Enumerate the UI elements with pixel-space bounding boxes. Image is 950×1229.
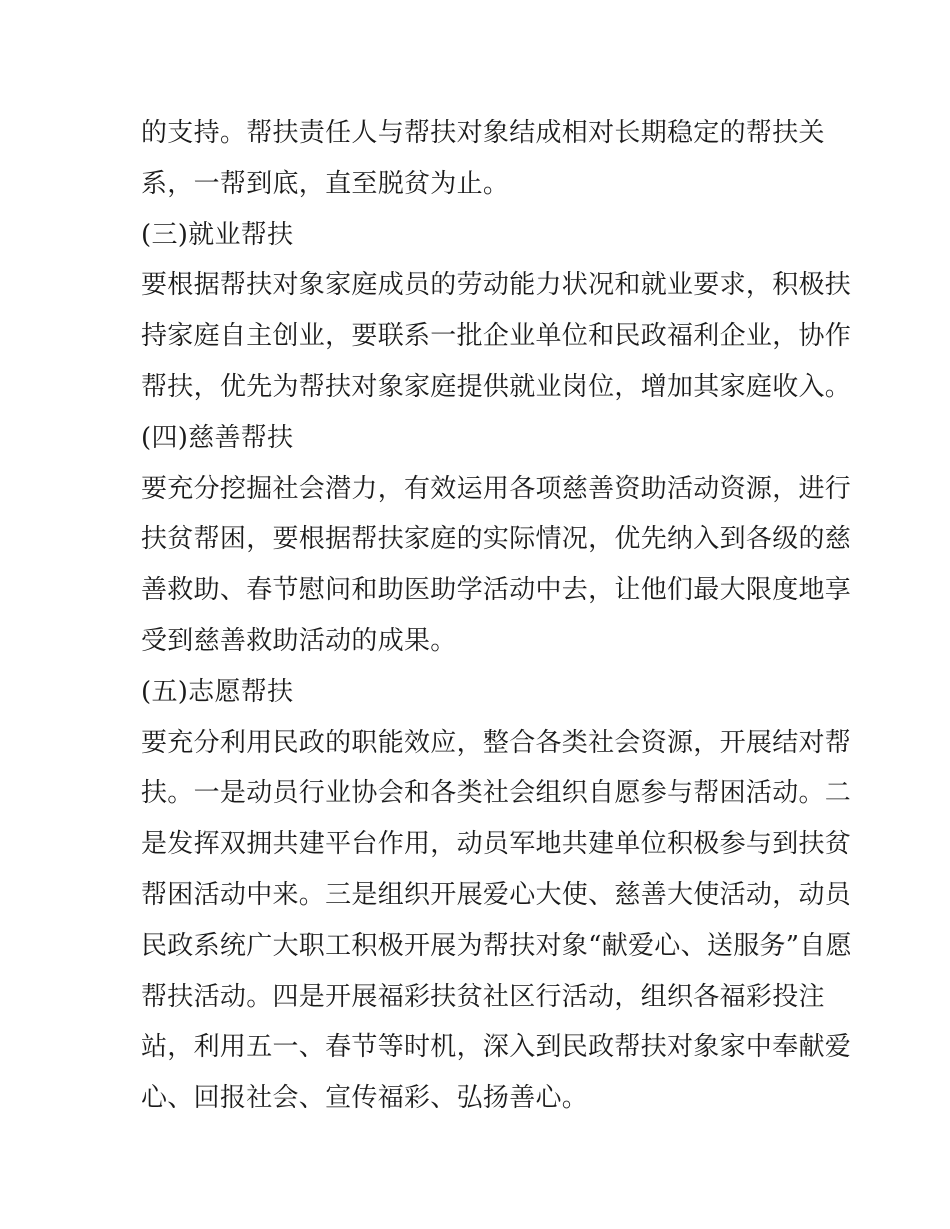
paragraph-line: 要根据帮扶对象家庭成员的劳动能力状况和就业要求，积极扶: [141, 270, 852, 301]
document-body: [141, 108, 852, 1124]
section-heading: (三)就业帮扶: [141, 219, 294, 250]
section-heading: (五)志愿帮扶: [141, 676, 294, 707]
paragraph-line: 持家庭自主创业，要联系一批企业单位和民政福利企业，协作: [141, 321, 852, 352]
paragraph-line: 受到慈善救助活动的成果。: [141, 625, 457, 656]
paragraph-line: 站，利用五一、春节等时机，深入到民政帮扶对象家中奉献爱: [141, 1032, 852, 1063]
paragraph-line: 善救助、春节慰问和助医助学活动中去，让他们最大限度地享: [141, 575, 852, 606]
paragraph-line: 系，一帮到底，直至脱贫为止。: [141, 168, 510, 199]
section-heading: (四)慈善帮扶: [141, 422, 294, 453]
paragraph-line: 扶。一是动员行业协会和各类社会组织自愿参与帮困活动。二: [141, 778, 852, 809]
paragraph-line: 帮困活动中来。三是组织开展爱心大使、慈善大使活动，动员: [141, 879, 852, 910]
paragraph-line: 是发挥双拥共建平台作用，动员军地共建单位积极参与到扶贫: [141, 829, 852, 860]
paragraph-line: 帮扶活动。四是开展福彩扶贫社区行活动，组织各福彩投注: [141, 981, 825, 1012]
paragraph-line: 要充分利用民政的职能效应，整合各类社会资源，开展结对帮: [141, 727, 852, 758]
paragraph-line: 扶贫帮困，要根据帮扶家庭的实际情况，优先纳入到各级的慈: [141, 524, 852, 555]
paragraph-line: 的支持。帮扶责任人与帮扶对象结成相对长期稳定的帮扶关: [141, 118, 825, 148]
paragraph-line: 帮扶，优先为帮扶对象家庭提供就业岗位，增加其家庭收入。: [141, 371, 852, 402]
paragraph-line: 要充分挖掘社会潜力，有效运用各项慈善资助活动资源，进行: [141, 473, 852, 504]
paragraph-line: 心、回报社会、宣传福彩、弘扬善心。: [141, 1083, 589, 1114]
paragraph-line: 民政系统广大职工积极开展为帮扶对象“献爱心、送服务”自愿: [141, 930, 852, 961]
